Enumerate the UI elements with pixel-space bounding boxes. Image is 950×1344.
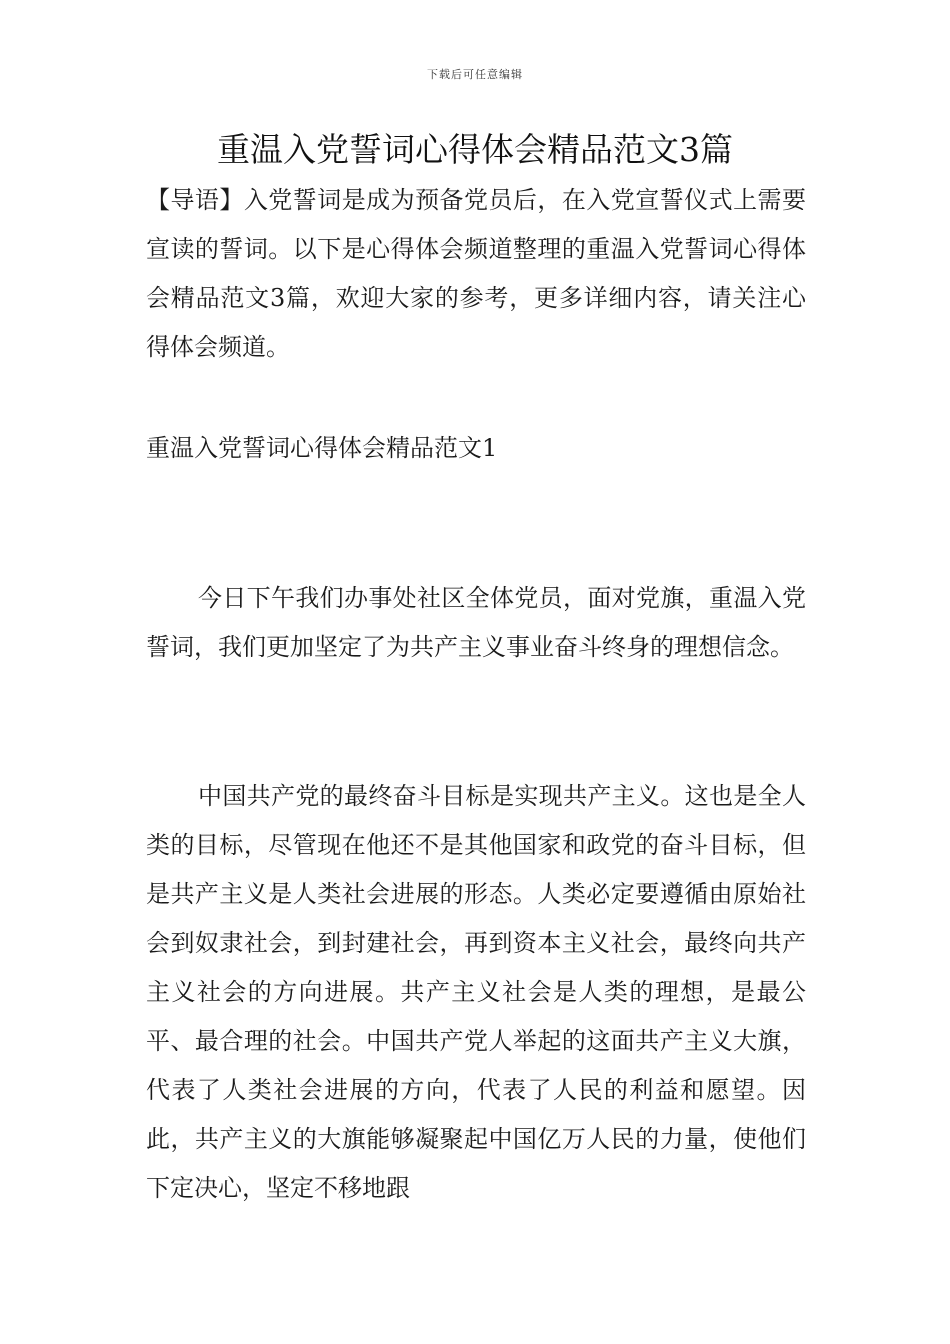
body-paragraph: 中国共产党的最终奋斗目标是实现共产主义。这也是全人类的目标，尽管现在他还不是其他国家和政党的奋斗目标，但是共产主义是人类社会进展的形态。人类必定要遵循由原始社会到奴隶社会，到封建社会，再到资本主义社会，最终向共产主义社会的方向进展。共产主义社会是人类的理想，是最公平、最合理的社会。中国共产党人举起的这面共产主义大旗，代表了人类社会进展的方向，代表了人民的利益和愿望。因此，共产主义的大旗能够凝聚起中国亿万人民的力量，使他们下定决心，坚定不移地跟 bbox=[146, 782, 806, 1202]
document-title: 重温入党誓词心得体会精品范文3篇 bbox=[217, 130, 733, 169]
intro-paragraph: 【导语】入党誓词是成为预备党员后，在入党宣誓仪式上需要宣读的誓词。以下是心得体会频道整理的重温入党誓词心得体会精品范文3篇，欢迎大家的参考，更多详细内容，请关注心得体会频道。 bbox=[146, 186, 806, 361]
header-note: 下载后可任意编辑 bbox=[427, 68, 523, 81]
section-heading: 重温入党誓词心得体会精品范文1 bbox=[146, 434, 498, 462]
body-paragraph: 今日下午我们办事处社区全体党员，面对党旗，重温入党誓词，我们更加坚定了为共产主义事业奋斗终身的理想信念。 bbox=[146, 584, 806, 661]
